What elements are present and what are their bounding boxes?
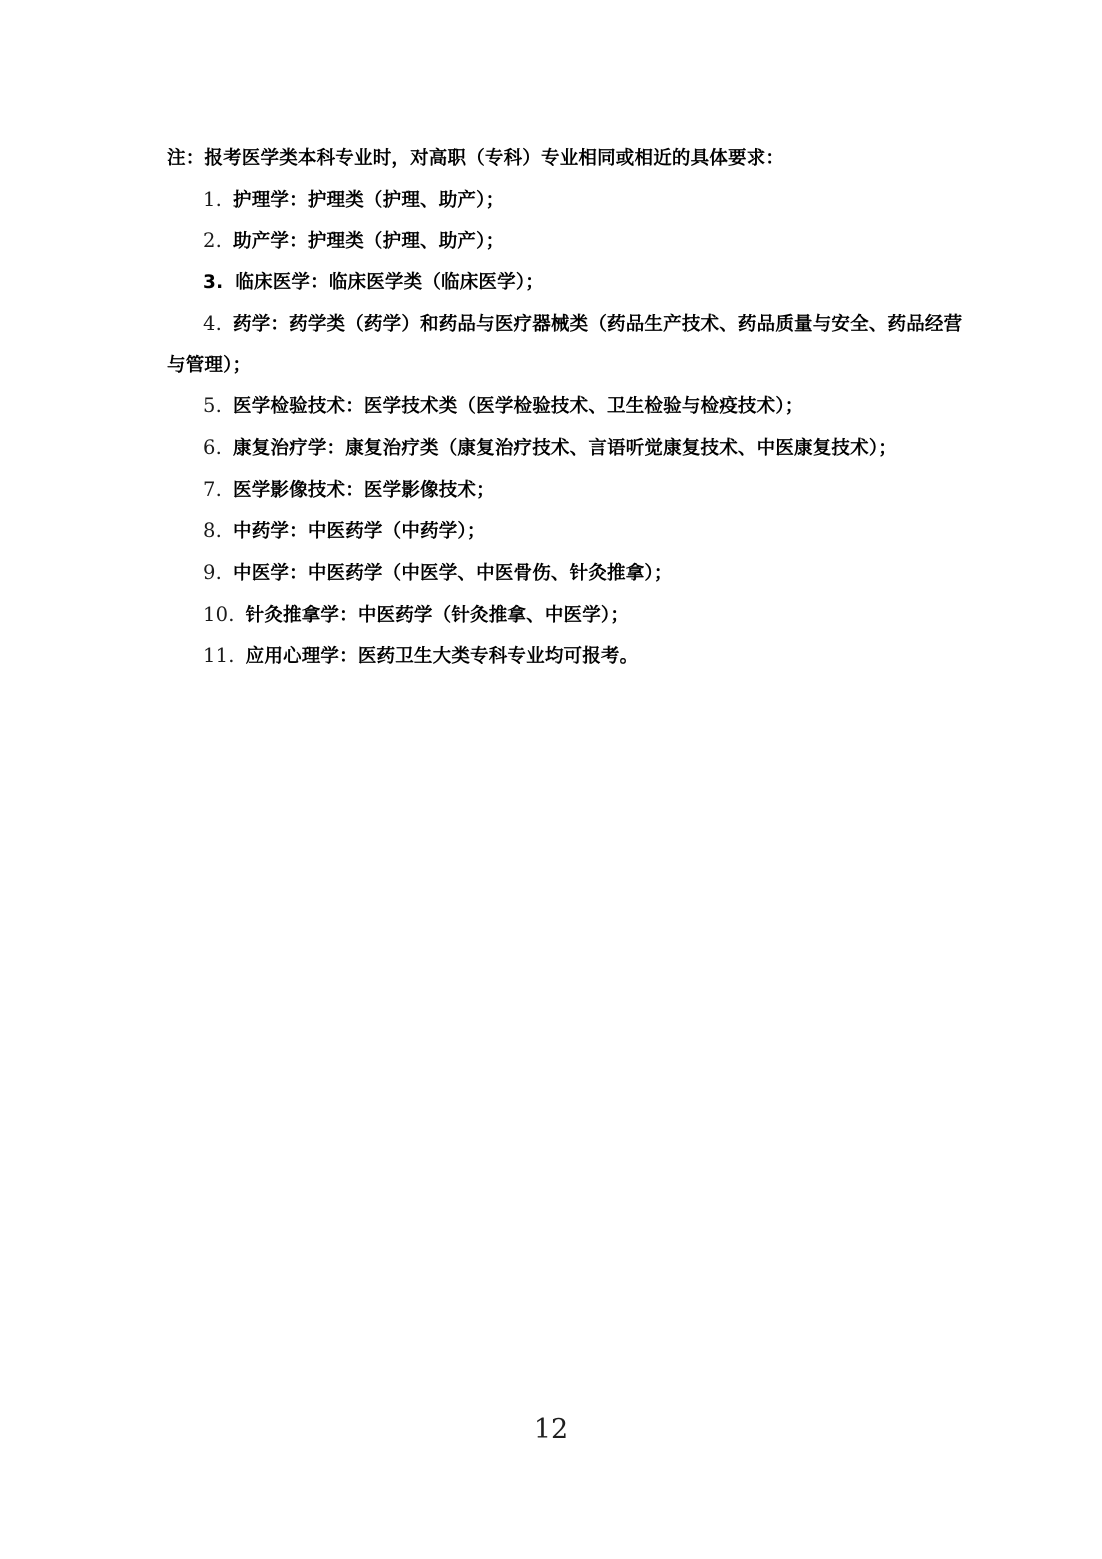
- item-number: 8.: [203, 519, 223, 543]
- item-text: 康复治疗学：康复治疗类（康复治疗技术、言语听觉康复技术、中医康复技术）；: [233, 437, 897, 459]
- item-text: 医学影像技术：医学影像技术；: [233, 479, 495, 501]
- note-heading: 注：报考医学类本科专业时，对高职（专科）专业相同或相近的具体要求：: [167, 148, 785, 169]
- page-number: 12: [533, 1414, 569, 1445]
- item-number: 3.: [203, 272, 224, 294]
- item-text: 医学检验技术：医学技术类（医学检验技术、卫生检验与检疫技术）；: [233, 396, 804, 418]
- list-item: [167, 511, 967, 553]
- item-text: 药学：药学类（药学）和药品与医疗器械类（药品生产技术、药品质量与安全、药品经营: [233, 313, 963, 335]
- list-item: [167, 595, 967, 637]
- item-text: 助产学：护理类（护理、助产）；: [233, 231, 505, 253]
- item-number: 4.: [203, 311, 223, 335]
- list-item: [167, 263, 967, 304]
- item-number: 6.: [203, 435, 223, 459]
- list-item: [167, 428, 967, 470]
- item-number: 7.: [203, 477, 223, 501]
- item-number: 9.: [203, 561, 223, 585]
- list-item: [167, 636, 967, 678]
- item-number: 2.: [203, 229, 223, 253]
- item-text: 中药学：中医药学（中药学）；: [233, 521, 486, 543]
- list-item: [167, 470, 967, 512]
- item-text: 中医学：中医药学（中医学、中医骨伤、针灸推拿）；: [233, 563, 673, 585]
- item-text: 护理学：护理类（护理、助产）；: [233, 189, 505, 211]
- note-section: [167, 139, 967, 678]
- list-item: [167, 221, 967, 263]
- list-item: [167, 386, 967, 428]
- list-item-continuation: 与管理）；: [167, 354, 252, 376]
- list-item: [167, 304, 967, 346]
- item-text: 临床医学：临床医学类（临床医学）；: [235, 272, 544, 294]
- item-number: 1.: [203, 187, 223, 211]
- list-item: [167, 553, 967, 595]
- item-number: 10.: [203, 602, 235, 626]
- item-number: 11.: [203, 644, 235, 668]
- item-number: 5.: [203, 394, 223, 418]
- list-item: [167, 180, 967, 222]
- item-text: 针灸推拿学：中医药学（针灸推拿、中医学）；: [245, 604, 630, 626]
- item-text: 应用心理学：医药卫生大类专科专业均可报考。: [245, 646, 639, 668]
